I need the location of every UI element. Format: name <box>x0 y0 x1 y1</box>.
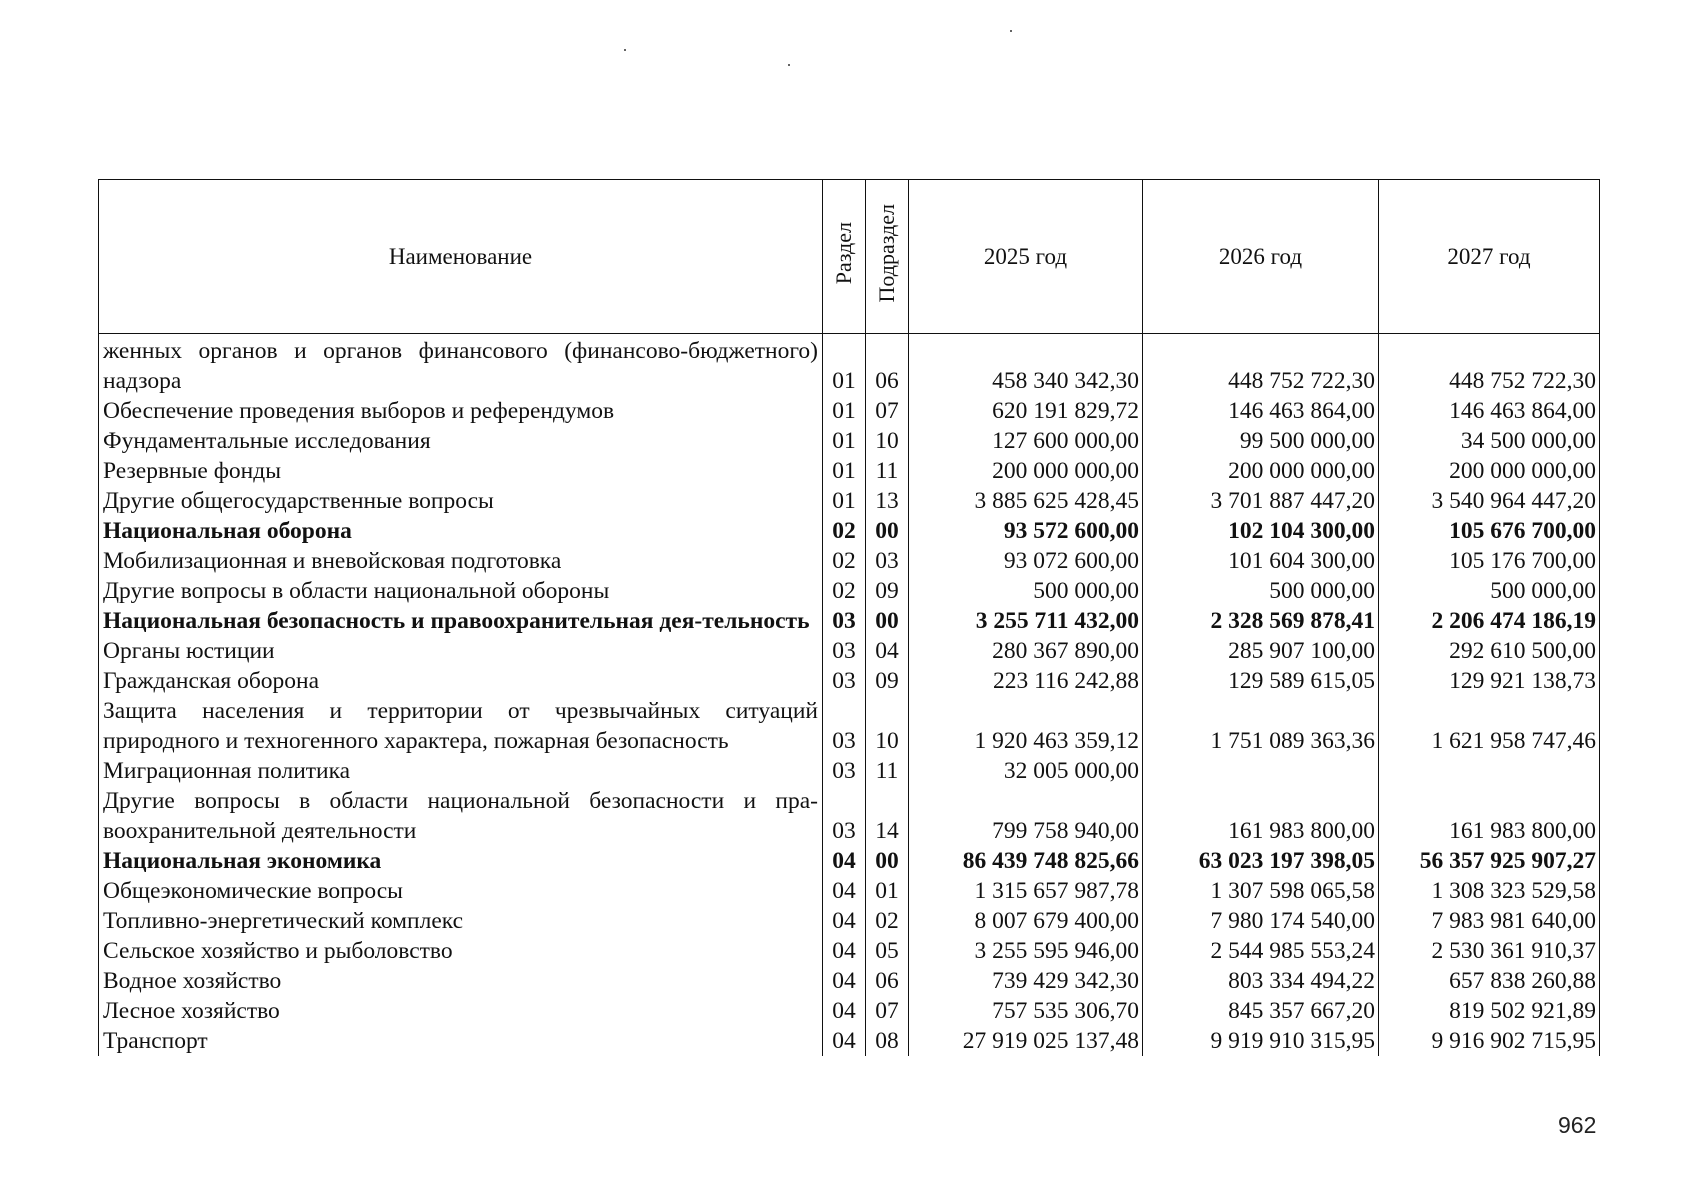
row-value-2026: 129 589 615,05 <box>1143 666 1379 696</box>
row-value-2026: 2 328 569 878,41 <box>1143 606 1379 636</box>
row-value-2025: 280 367 890,00 <box>909 636 1143 666</box>
row-value-2025: 32 005 000,00 <box>909 756 1143 786</box>
row-value-2027: 146 463 864,00 <box>1379 396 1600 426</box>
row-subsection-code: 10 <box>866 426 909 456</box>
row-value-2027: 105 176 700,00 <box>1379 546 1600 576</box>
table-row <box>99 876 1600 906</box>
row-subsection-code: 03 <box>866 546 909 576</box>
row-name: Обеспечение проведения выборов и референдумов <box>99 396 823 426</box>
row-section-code: 03 <box>823 786 866 846</box>
row-section-code: 01 <box>823 426 866 456</box>
row-value-2026: 448 752 722,30 <box>1143 334 1379 397</box>
row-subsection-code: 06 <box>866 334 909 397</box>
row-value-2027: 3 540 964 447,20 <box>1379 486 1600 516</box>
row-section-code: 03 <box>823 606 866 636</box>
row-name: Органы юстиции <box>99 636 823 666</box>
row-subsection-code: 07 <box>866 396 909 426</box>
table-row <box>99 334 1600 397</box>
table-row <box>99 1026 1600 1056</box>
table-row <box>99 996 1600 1026</box>
row-subsection-code: 01 <box>866 876 909 906</box>
row-section-code: 01 <box>823 396 866 426</box>
row-value-2025: 200 000 000,00 <box>909 456 1143 486</box>
row-value-2025: 223 116 242,88 <box>909 666 1143 696</box>
row-value-2026: 200 000 000,00 <box>1143 456 1379 486</box>
page-number: 962 <box>1558 1112 1597 1138</box>
row-value-2026: 63 023 197 398,05 <box>1143 846 1379 876</box>
row-value-2026 <box>1143 756 1379 786</box>
row-value-2025: 3 255 711 432,00 <box>909 606 1143 636</box>
row-value-2027 <box>1379 756 1600 786</box>
row-value-2027: 56 357 925 907,27 <box>1379 846 1600 876</box>
table-row <box>99 576 1600 606</box>
row-value-2027: 200 000 000,00 <box>1379 456 1600 486</box>
row-name: Лесное хозяйство <box>99 996 823 1026</box>
row-value-2027: 7 983 981 640,00 <box>1379 906 1600 936</box>
row-value-2026: 161 983 800,00 <box>1143 786 1379 846</box>
row-section-code: 04 <box>823 906 866 936</box>
row-value-2027: 34 500 000,00 <box>1379 426 1600 456</box>
row-name: Водное хозяйство <box>99 966 823 996</box>
row-value-2027: 819 502 921,89 <box>1379 996 1600 1026</box>
table-row <box>99 786 1600 846</box>
scan-speck <box>624 49 626 51</box>
row-value-2027: 1 621 958 747,46 <box>1379 696 1600 756</box>
header-year-2025: 2025 год <box>909 180 1143 334</box>
header-name: Наименование <box>99 180 823 334</box>
row-section-code: 04 <box>823 846 866 876</box>
row-value-2027: 657 838 260,88 <box>1379 966 1600 996</box>
row-name: Национальная экономика <box>99 846 823 876</box>
row-name: Сельское хозяйство и рыболовство <box>99 936 823 966</box>
row-value-2026: 146 463 864,00 <box>1143 396 1379 426</box>
row-value-2027: 2 530 361 910,37 <box>1379 936 1600 966</box>
table-row <box>99 426 1600 456</box>
row-section-code: 02 <box>823 546 866 576</box>
table-row <box>99 846 1600 876</box>
header-year-2026: 2026 год <box>1143 180 1379 334</box>
table-header <box>99 180 1600 334</box>
row-value-2027: 105 676 700,00 <box>1379 516 1600 546</box>
row-name: Транспорт <box>99 1026 823 1056</box>
table-row <box>99 606 1600 636</box>
table-row <box>99 636 1600 666</box>
header-subsection-cell <box>866 180 909 334</box>
row-value-2026: 101 604 300,00 <box>1143 546 1379 576</box>
row-name: Гражданская оборона <box>99 666 823 696</box>
header-year-2027: 2027 год <box>1379 180 1600 334</box>
row-value-2026: 500 000,00 <box>1143 576 1379 606</box>
row-section-code: 01 <box>823 486 866 516</box>
row-value-2026: 3 701 887 447,20 <box>1143 486 1379 516</box>
row-value-2027: 161 983 800,00 <box>1379 786 1600 846</box>
row-section-code: 01 <box>823 456 866 486</box>
row-section-code: 04 <box>823 996 866 1026</box>
table-row <box>99 906 1600 936</box>
row-subsection-code: 11 <box>866 756 909 786</box>
row-name: Миграционная политика <box>99 756 823 786</box>
table-row <box>99 696 1600 756</box>
row-subsection-code: 00 <box>866 606 909 636</box>
row-name: Фундаментальные исследования <box>99 426 823 456</box>
row-value-2025: 458 340 342,30 <box>909 334 1143 397</box>
row-subsection-code: 00 <box>866 516 909 546</box>
row-section-code: 03 <box>823 696 866 756</box>
row-value-2026: 99 500 000,00 <box>1143 426 1379 456</box>
row-value-2025: 3 885 625 428,45 <box>909 486 1143 516</box>
row-value-2027: 500 000,00 <box>1379 576 1600 606</box>
row-subsection-code: 13 <box>866 486 909 516</box>
row-value-2025: 1 920 463 359,12 <box>909 696 1143 756</box>
row-section-code: 04 <box>823 876 866 906</box>
row-value-2025: 8 007 679 400,00 <box>909 906 1143 936</box>
row-value-2026: 285 907 100,00 <box>1143 636 1379 666</box>
row-subsection-code: 04 <box>866 636 909 666</box>
row-value-2027: 448 752 722,30 <box>1379 334 1600 397</box>
row-value-2026: 7 980 174 540,00 <box>1143 906 1379 936</box>
row-value-2027: 2 206 474 186,19 <box>1379 606 1600 636</box>
row-subsection-code: 10 <box>866 696 909 756</box>
row-value-2026: 1 751 089 363,36 <box>1143 696 1379 756</box>
table-row <box>99 666 1600 696</box>
row-value-2027: 129 921 138,73 <box>1379 666 1600 696</box>
table-row <box>99 486 1600 516</box>
row-name: Мобилизационная и вневойсковая подготовка <box>99 546 823 576</box>
row-name: Резервные фонды <box>99 456 823 486</box>
row-value-2025: 86 439 748 825,66 <box>909 846 1143 876</box>
row-value-2025: 500 000,00 <box>909 576 1143 606</box>
row-value-2026: 1 307 598 065,58 <box>1143 876 1379 906</box>
table-row <box>99 546 1600 576</box>
row-value-2025: 93 572 600,00 <box>909 516 1143 546</box>
row-name: Другие вопросы в области национальной обороны <box>99 576 823 606</box>
row-subsection-code: 00 <box>866 846 909 876</box>
row-section-code: 03 <box>823 756 866 786</box>
row-section-code: 04 <box>823 936 866 966</box>
row-value-2025: 93 072 600,00 <box>909 546 1143 576</box>
row-name: Защита населения и территории от чрезвычайных ситуаций природного и техногенного характера, пожарная безопасность <box>99 696 823 756</box>
row-value-2025: 799 758 940,00 <box>909 786 1143 846</box>
row-value-2025: 757 535 306,70 <box>909 996 1143 1026</box>
row-value-2027: 9 916 902 715,95 <box>1379 1026 1600 1056</box>
scan-speck <box>1010 30 1012 32</box>
row-subsection-code: 06 <box>866 966 909 996</box>
row-value-2026: 845 357 667,20 <box>1143 996 1379 1026</box>
table-row <box>99 966 1600 996</box>
row-value-2027: 1 308 323 529,58 <box>1379 876 1600 906</box>
row-value-2025: 739 429 342,30 <box>909 966 1143 996</box>
header-subsection: Подраздел <box>874 204 899 303</box>
row-value-2027: 292 610 500,00 <box>1379 636 1600 666</box>
header-section: Раздел <box>831 222 856 285</box>
table-row <box>99 516 1600 546</box>
row-value-2026: 9 919 910 315,95 <box>1143 1026 1379 1056</box>
row-value-2026: 102 104 300,00 <box>1143 516 1379 546</box>
row-subsection-code: 14 <box>866 786 909 846</box>
row-value-2025: 620 191 829,72 <box>909 396 1143 426</box>
budget-table <box>98 179 1600 1056</box>
table-body <box>99 334 1600 1057</box>
row-value-2025: 127 600 000,00 <box>909 426 1143 456</box>
table-row <box>99 396 1600 426</box>
row-subsection-code: 08 <box>866 1026 909 1056</box>
row-subsection-code: 07 <box>866 996 909 1026</box>
row-subsection-code: 09 <box>866 576 909 606</box>
row-section-code: 03 <box>823 666 866 696</box>
row-name: Другие вопросы в области национальной безопасности и пра-воохранительной деятельности <box>99 786 823 846</box>
row-value-2026: 803 334 494,22 <box>1143 966 1379 996</box>
row-section-code: 04 <box>823 1026 866 1056</box>
row-subsection-code: 11 <box>866 456 909 486</box>
row-name: Национальная оборона <box>99 516 823 546</box>
row-subsection-code: 02 <box>866 906 909 936</box>
row-name: Общеэкономические вопросы <box>99 876 823 906</box>
row-value-2026: 2 544 985 553,24 <box>1143 936 1379 966</box>
row-name: Топливно-энергетический комплекс <box>99 906 823 936</box>
row-subsection-code: 05 <box>866 936 909 966</box>
scan-speck <box>788 64 790 66</box>
row-section-code: 04 <box>823 966 866 996</box>
row-name: Национальная безопасность и правоохранительная дея-тельность <box>99 606 823 636</box>
row-value-2025: 27 919 025 137,48 <box>909 1026 1143 1056</box>
row-section-code: 02 <box>823 576 866 606</box>
header-section-cell <box>823 180 866 334</box>
table-row <box>99 456 1600 486</box>
row-value-2025: 3 255 595 946,00 <box>909 936 1143 966</box>
row-section-code: 01 <box>823 334 866 397</box>
row-name: женных органов и органов финансового (финансово-бюджетного) надзора <box>99 334 823 397</box>
row-section-code: 02 <box>823 516 866 546</box>
row-subsection-code: 09 <box>866 666 909 696</box>
table-row <box>99 936 1600 966</box>
table-row <box>99 756 1600 786</box>
row-section-code: 03 <box>823 636 866 666</box>
row-value-2025: 1 315 657 987,78 <box>909 876 1143 906</box>
row-name: Другие общегосударственные вопросы <box>99 486 823 516</box>
